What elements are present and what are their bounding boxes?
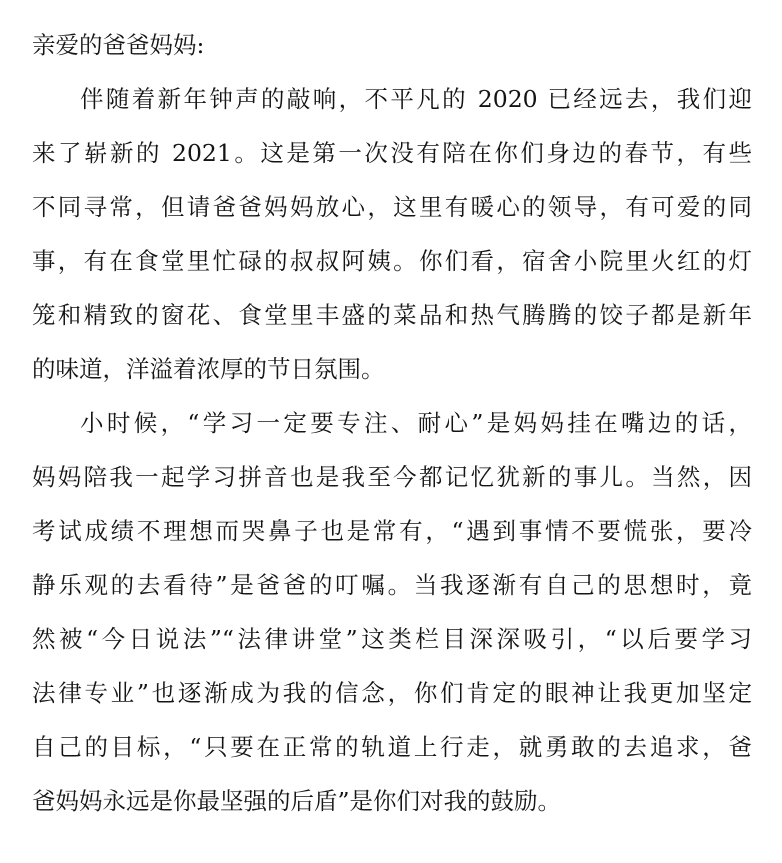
paragraph-line: 静乐观的去看待”是爸爸的叮嘱。当我逐渐有自己的思想时，竟 (32, 571, 752, 599)
paragraph-line: 法律专业”也逐渐成为我的信念，你们肯定的眼神让我更加坚定 (32, 679, 752, 707)
paragraph-new-year (32, 72, 752, 396)
paragraph-line: 不同寻常，但请爸爸妈妈放心，这里有暖心的领导，有可爱的同 (32, 193, 752, 221)
paragraph-line: 自己的目标，“只要在正常的轨道上行走，就勇敢的去追求，爸 (32, 733, 752, 761)
paragraph-line: 然被“今日说法”“法律讲堂”这类栏目深深吸引，“以后要学习 (32, 625, 752, 653)
paragraph-line: 来了崭新的 2021。这是第一次没有陪在你们身边的春节，有些 (32, 139, 752, 167)
paragraph-line: 小时候，“学习一定要专注、耐心”是妈妈挂在嘴边的话， (80, 409, 752, 437)
paragraph-line: 爸妈妈永远是你最坚强的后盾”是你们对我的鼓励。 (32, 787, 562, 815)
paragraph-line: 伴随着新年钟声的敲响，不平凡的 2020 已经远去，我们迎 (80, 85, 752, 113)
paragraph-line: 笼和精致的窗花、食堂里丰盛的菜品和热气腾腾的饺子都是新年 (32, 301, 752, 329)
paragraph-childhood (32, 396, 752, 828)
letter-salutation: 亲爱的爸爸妈妈: (32, 31, 205, 59)
paragraph-line: 妈妈陪我一起学习拼音也是我至今都记忆犹新的事儿。当然，因 (32, 463, 752, 491)
paragraph-line: 事，有在食堂里忙碌的叔叔阿姨。你们看，宿舍小院里火红的灯 (32, 247, 752, 275)
paragraph-line: 的味道，洋溢着浓厚的节日氛围。 (32, 355, 385, 383)
paragraph-line: 考试成绩不理想而哭鼻子也是常有，“遇到事情不要慌张，要冷 (32, 517, 752, 545)
